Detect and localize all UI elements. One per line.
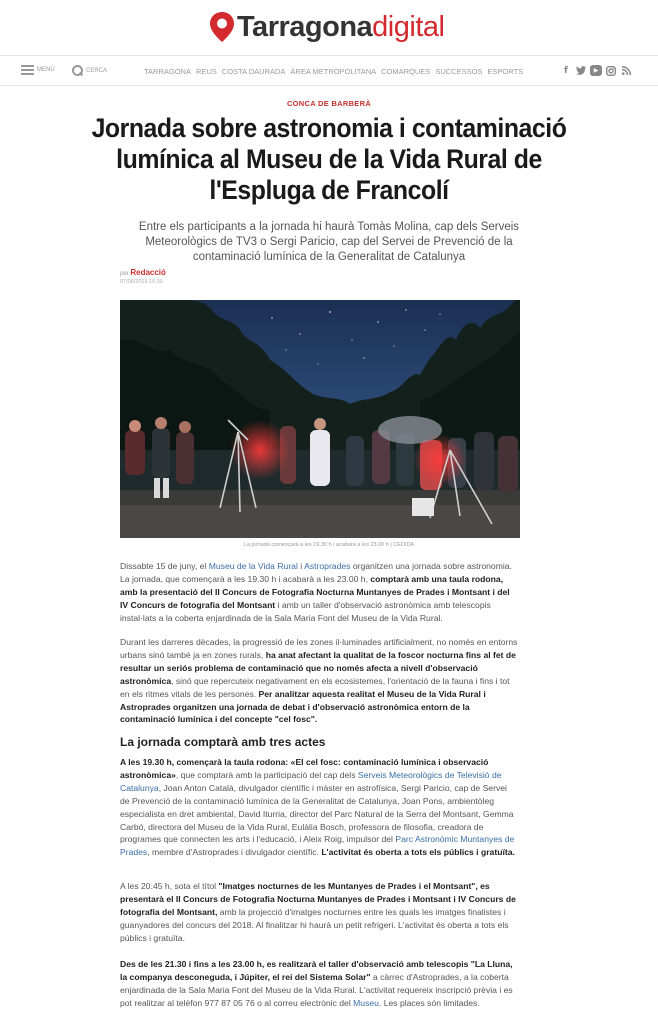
article-subtitle: Entre els participants a la jornada hi haurà Tomàs Molina, cap dels Serveis Meteorològics de TV3 o Sergi Paricio, cap del Servei de Prevenció de la contaminació lumínica de la Generalitat de Catalunya	[138, 221, 520, 263]
text: Durant les darreres dècades, la progressió de les zones il·luminades artificialment, no només en entorns urbans sinó també ja en zones rurals,	[120, 637, 518, 660]
bold-text: A les 19.30 h, començarà la taula rodona: «El cel fosc: contaminació lumínica i observació astronòmica»	[120, 757, 489, 780]
site-logo[interactable]	[210, 10, 444, 44]
text: , membre d'Astroprades i divulgador científic.	[147, 847, 322, 858]
nav-link-reus[interactable]: REUS	[195, 67, 217, 76]
text: , sinó que repercuteix negativament en els ecosistemes, l'orientació de la fauna i fins i tot en els ritmes vitals de les persones.	[120, 675, 510, 699]
site-header	[0, 0, 658, 56]
text: Dissabte 15 de juny, el	[120, 561, 209, 571]
text: . Les places són limitades.	[378, 997, 480, 1008]
paragraph-2	[120, 636, 518, 726]
text: organitzen una jornada sobre astronomia. La jornada, que començarà a les 19.30 h i acabarà a les 23.00 h,	[120, 561, 512, 584]
article-category[interactable]: CONCA DE BARBERÀ	[286, 99, 372, 108]
twitter-icon[interactable]	[575, 65, 587, 76]
bold-text: Per analitzar aquesta realitat el Museu de la Vida Rural i Astroprades organitzen una jornada de debat i d'observació astronòmica entorn de la contaminació lumínica i del concepte "cel fosc".	[120, 688, 486, 725]
facebook-icon[interactable]: f	[564, 65, 568, 76]
text: , Joan Anton Català, divulgador científic i màster en astrofísica, Sergi Paricio, cap de Servei de Prevenció de la contaminació lumínica de la Generalitat de Catalunya, Joan Pons, ambientòleg especialista en dret ambiental, David Iturria, director del Parc Natural de la Serra del Montsant, Gemma Carbó, directora del Museu de la Vida Rural, Eulàlia Bosch, professora de filosofia, creadora de programes que connecten les arts i l'educació, i Aleix Roig, impulsor del	[120, 782, 514, 845]
museu-link[interactable]: Museu de la Vida Rural	[208, 561, 298, 571]
paragraph-1	[120, 560, 518, 625]
youtube-icon[interactable]: ▶	[590, 65, 602, 76]
search-icon	[72, 65, 83, 76]
nav-link-esports[interactable]: ESPORTS	[487, 67, 524, 76]
main-nav	[0, 56, 658, 86]
bold-text: L'activitat és oberta a tots els públics i gratuïta.	[321, 847, 515, 858]
social-links	[560, 65, 632, 76]
location-pin-icon	[210, 12, 234, 42]
paragraph-4	[120, 880, 518, 945]
nav-link-costa-daurada[interactable]: COSTA DAURADA	[221, 67, 286, 76]
byline-prefix: per	[120, 271, 129, 277]
bold-text: "Imatges nocturnes de les Muntanyes de Prades i el Montsant", es presentarà el II Concurs de Fotografia Nocturna Muntanyes de Prades i Montsant i IV Concurs de fotografia del Montsant,	[120, 881, 516, 917]
nav-link-area-metropolitana[interactable]: ÀREA METROPOLITANA	[290, 67, 377, 76]
publish-date: 07/06/2019 10:30	[120, 279, 163, 285]
byline	[120, 268, 166, 277]
astroprades-link[interactable]: Astroprades	[304, 561, 351, 571]
menu-label: MENÚ	[37, 67, 55, 73]
paragraph-5	[120, 958, 518, 1010]
serveis-meteorologics-link[interactable]: Serveis Meteorològics de Televisió de Catalunya	[120, 769, 502, 793]
bold-text: comptarà amb una taula rodona, amb la presentació del II Concurs de Fotografia Nocturna Muntanyes de Prades i Montsant i del IV Concurs de fotografia del Montsant	[120, 573, 510, 610]
article-photo	[120, 300, 520, 538]
night-sky-photo	[120, 300, 520, 538]
photo-caption: La jornada començarà a les 19.30 h i acabarà a les 23.00 h | CEDIDA	[243, 542, 415, 548]
logo-text-accent: digital	[372, 11, 445, 43]
search-label: CERCA	[86, 67, 108, 74]
text: i	[297, 561, 305, 571]
author-link[interactable]: Redacció	[130, 268, 166, 277]
logo-wordmark	[237, 10, 444, 44]
menu-button[interactable]	[21, 65, 55, 75]
hamburger-icon	[21, 65, 34, 75]
nav-link-tarragona[interactable]: TARRAGONA	[144, 67, 191, 76]
paragraph-3	[120, 756, 518, 859]
parc-astronomic-link[interactable]: Parc Astronòmic Muntanyes de Prades	[120, 834, 515, 858]
section-heading: La jornada comptarà amb tres actes	[120, 735, 326, 749]
search-button[interactable]	[72, 65, 107, 76]
instagram-icon[interactable]	[605, 65, 617, 76]
museu-email-link[interactable]: Museu	[353, 997, 379, 1008]
article-title: Jornada sobre astronomia i contaminació lumínica al Museu de la Vida Rural de l'Espluga de Francolí	[91, 113, 567, 205]
text: A les 20.45 h, sota el títol	[120, 881, 219, 891]
text: a càrrec d'Astroprades, a la coberta enjardinada de la Sala Maria Font del Museu de la Vida Rural. L'activitat requereix inscripció prèvia i es pot realitzar al telèfon 977 87 05 76 o al correu electrònic del	[120, 971, 513, 1008]
text: amb la projecció d'imatges nocturnes entre les quals les imatges finalistes i guanyadores del concurs del 2018. Al finalitzar hi haurà un petit refrigeri. L'activitat és oberta a tots els públics i gratuïta.	[120, 906, 509, 943]
logo-text-bold: Tarragona	[237, 11, 373, 43]
rss-icon[interactable]	[620, 65, 632, 76]
section-links	[144, 67, 523, 76]
text: i amb un taller d'observació astronòmica amb telescopis instal·lats a la coberta enjardinada de la Sala Maria Font del Museu de la Vida Rural.	[120, 599, 491, 623]
nav-link-comarques[interactable]: COMARQUES	[381, 67, 431, 76]
bold-text: ha anat afectant la qualitat de la foscor nocturna fins al fet de resultar un seriós problema de contaminació que no només afecta a nivell d'observació astronòmica	[120, 649, 516, 686]
bold-text: Des de les 21.30 i fins a les 23.00 h, es realitzarà el taller d'observació amb telescopis "La Lluna, la companya desconeguda, i Júpiter, el rei del Sistema Solar"	[120, 959, 513, 982]
text: , que comptarà amb la participació del cap dels	[175, 769, 358, 780]
nav-link-successos[interactable]: SUCCESSOS	[435, 67, 483, 76]
